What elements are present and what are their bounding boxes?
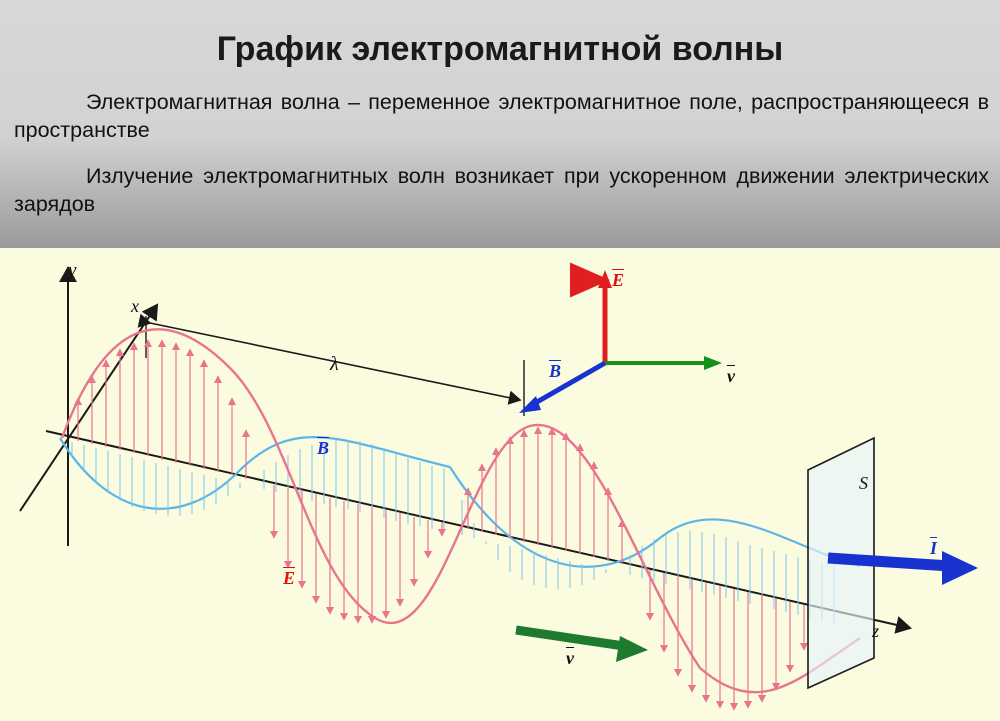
intensity-arrow-head	[942, 551, 978, 585]
e-curve-label-text: $\overline{E}$	[283, 568, 296, 588]
e-arrows-trough-1	[274, 485, 442, 623]
velocity-arrow-head	[616, 636, 648, 662]
triad-B-arrowhead	[519, 396, 541, 413]
intensity-label-text: $\overline{I}$	[930, 538, 938, 558]
header-band	[0, 0, 1000, 248]
velocity-label-text: $\overline{v}$	[566, 648, 574, 668]
triad-v-arrowhead	[704, 356, 722, 370]
velocity-label	[566, 648, 574, 669]
e-curve-label	[283, 568, 295, 589]
vector-triad	[519, 270, 722, 413]
z-axis-label: z	[872, 621, 880, 641]
wave-diagram	[0, 248, 1000, 721]
triad-B-label-text: $\overline{B}$	[549, 361, 562, 381]
intro-paragraph-2-text: Излучение электромагнитных волн возникает при ускоренном движении электрических зарядов	[14, 164, 989, 217]
e-arrows-trough-2	[650, 570, 804, 710]
b-curve-label-text: $\overline{B}$	[317, 438, 330, 458]
surface-s-group	[808, 438, 978, 688]
b-curve-label	[317, 438, 329, 459]
triad-v-label	[727, 366, 735, 387]
e-field-wave	[62, 329, 860, 710]
intro-paragraph-2	[14, 162, 989, 219]
triad-E-label	[612, 270, 624, 291]
wavelength-label: λ	[330, 353, 339, 375]
intensity-label	[930, 538, 937, 559]
x-axis-label: x	[131, 296, 139, 316]
e-curve	[62, 329, 860, 692]
wave-diagram-svg	[0, 248, 1000, 721]
velocity-arrow-group	[516, 630, 648, 662]
y-axis-label: y	[68, 260, 77, 281]
axis-group	[20, 268, 910, 628]
b-curve-2	[450, 467, 860, 567]
page-title: График электромагнитной волны	[216, 30, 784, 68]
e-arrows-crest-2	[468, 427, 622, 564]
intro-paragraph-1-text: Электромагнитная волна – переменное электромагнитное поле, распространяющееся в пространстве	[14, 90, 989, 143]
intro-paragraph-1	[14, 88, 989, 145]
triad-v-label-text: $\overline{v}$	[727, 366, 735, 386]
triad-B-label	[549, 361, 561, 382]
triad-E-arrowhead	[598, 270, 612, 288]
triad-E-label-text: $\overline{E}$	[612, 270, 625, 290]
velocity-arrow-shaft	[516, 630, 624, 646]
triad-B-vector	[530, 363, 605, 406]
b-hatch-2	[462, 500, 834, 623]
surface-s-label: S	[859, 473, 868, 493]
x-axis	[20, 305, 157, 511]
